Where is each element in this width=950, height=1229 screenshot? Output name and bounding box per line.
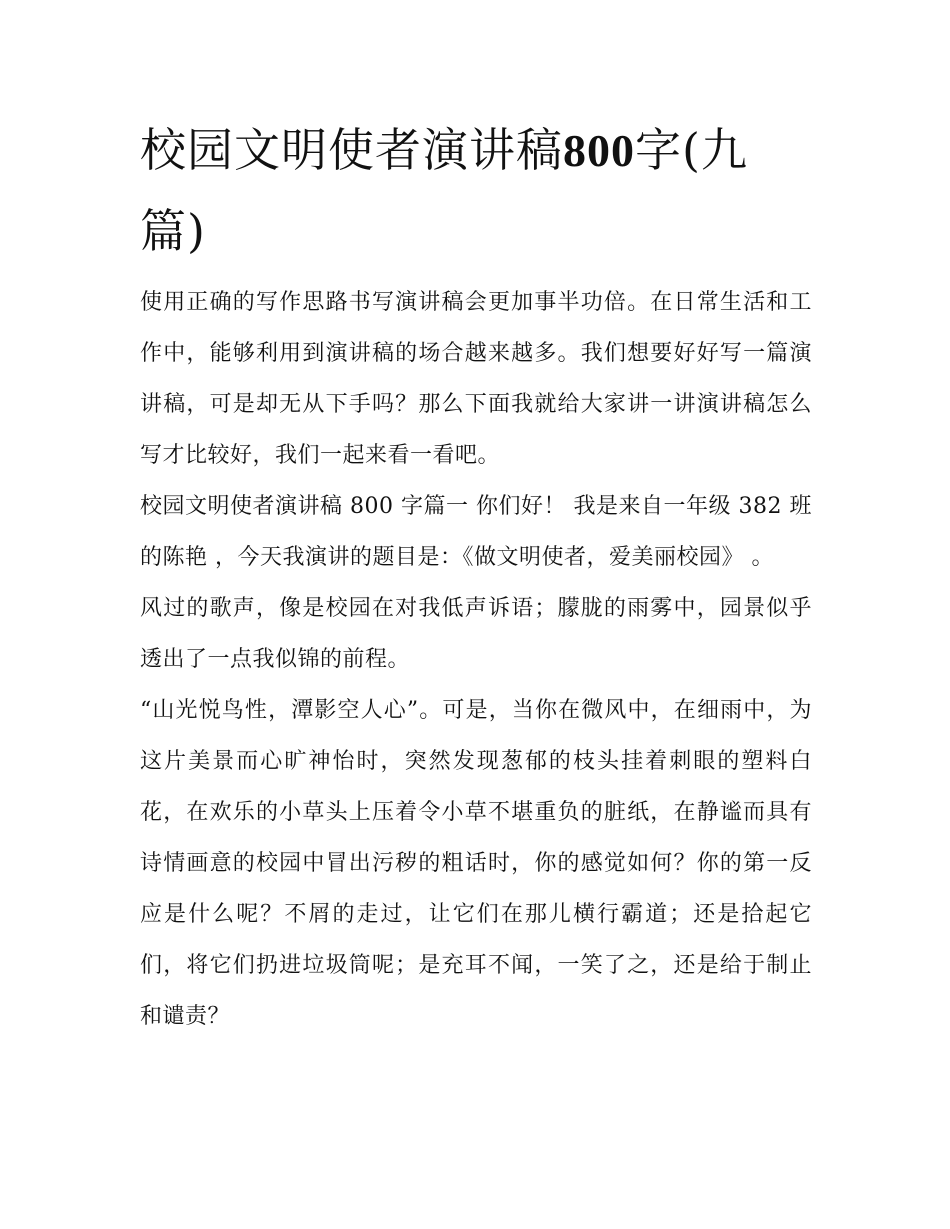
title-number: 800	[563, 125, 635, 176]
title-suffix: 字(九篇)	[140, 123, 748, 258]
paragraph-speech-opening: 校园文明使者演讲稿 800 字篇一 你们好！ 我是来自一年级 382 班的陈艳 ，今天我演讲的题目是：《做文明使者，爱美丽校园》 。	[140, 494, 812, 570]
title-text: 校园文明使者演讲稿	[140, 123, 563, 177]
paragraph-intro: 使用正确的写作思路书写演讲稿会更加事半功倍。在日常生活和工作中，能够利用到演讲稿的场合越来越多。我们想要好好写一篇演讲稿，可是却无从下手吗？那么下面我就给大家讲一讲演讲稿怎么写才比较好，我们一起来看一看吧。	[140, 290, 812, 468]
paragraph-wind-song: 风过的歌声，像是校园在对我低声诉语；朦胧的雨雾中，园景似乎透出了一点我似锦的前程。	[140, 596, 812, 672]
document-title	[140, 110, 812, 271]
paragraph-scenery: “山光悦鸟性，潭影空人心”。可是，当你在微风中，在细雨中，为这片美景而心旷神怡时，突然发现葱郁的枝头挂着刺眼的塑料白花，在欢乐的小草头上压着令小草不堪重负的脏纸，在静谧而具有诗情画意的校园中冒出污秽的粗话时，你的感觉如何？你的第一反应是什么呢？不屑的走过，让它们在那儿横行霸道；还是拾起它们，将它们扔进垃圾筒呢；是充耳不闻，一笑了之，还是给于制止和谴责？	[140, 698, 812, 1029]
document-page	[140, 110, 812, 1042]
